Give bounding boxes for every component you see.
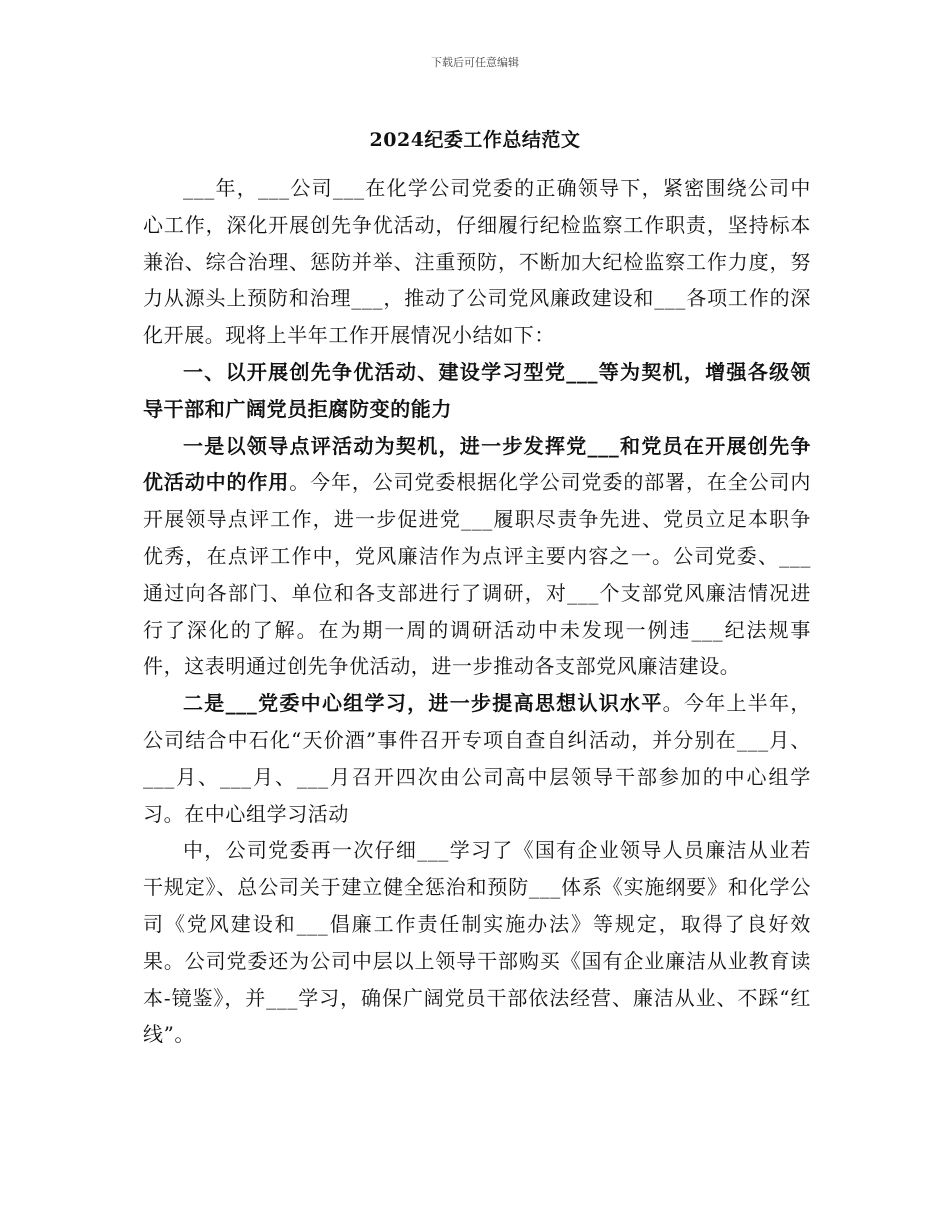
page-header: 下载后可任意编辑	[431, 56, 519, 69]
paragraph-heading: 一、以开展创先争优活动、建设学习型党___等为契机，增强各级领导干部和广阔党员拒腐防变的能力	[143, 359, 811, 421]
item-paragraph-2	[143, 685, 811, 832]
document-body	[143, 170, 811, 1053]
paragraph-heading: 一是以领导点评活动为契机，进一步发挥党___和党员在开展创先争优活动中的作用	[143, 433, 811, 495]
item-paragraph-1	[143, 428, 811, 686]
paragraph-text: ___年，___公司___在化学公司党委的正确领导下，紧密围绕公司中心工作，深化开展创先争优活动，仔细履行纪检监察工作职责，坚持标本兼治、综合治理、惩防并举、注重预防，不断加大纪检监察工作力度，努力从源头上预防和治理___，推动了公司党风廉政建设和___各项工作的深化开展。现将上半年工作开展情况小结如下：	[143, 176, 811, 348]
paragraph-text: 。今年，公司党委根据化学公司党委的部署，在全公司内开展领导点评工作，进一步促进党___履职尽责争先进、党员立足本职争优秀，在点评工作中，党风廉洁作为点评主要内容之一。公司党委、___通过向各部门、单位和各支部进行了调研，对___个支部党风廉洁情况进行了深化的了解。在为期一周的调研活动中未发现一例违___纪法规事件，这表明通过创先争优活动，进一步推动各支部党风廉洁建设。	[143, 470, 811, 679]
paragraph-text: 。今年上半年，公司结合中石化“天价酒”事件召开专项自查自纠活动，并分别在___月、___月、___月、___月召开四次由公司高中层领导干部参加的中心组学习。在中心组学习活动	[143, 691, 811, 826]
intro-paragraph	[143, 170, 811, 354]
paragraph-heading: 二是___党委中心组学习，进一步提高思想认识水平	[183, 691, 663, 716]
document-title: 2024纪委工作总结范文	[369, 129, 581, 151]
continuation-paragraph	[143, 832, 811, 1053]
section-heading-1	[143, 354, 811, 428]
paragraph-text: 中，公司党委再一次仔细___学习了《国有企业领导人员廉洁从业若干规定》、总公司关于建立健全惩治和预防___体系《实施纲要》和化学公司《党风建设和___倡廉工作责任制实施办法》等规定，取得了良好效果。公司党委还为公司中层以上领导干部购买《国有企业廉洁从业教育读本-镜鉴》，并___学习，确保广阔党员干部依法经营、廉洁从业、不踩“红线”。	[143, 838, 811, 1047]
